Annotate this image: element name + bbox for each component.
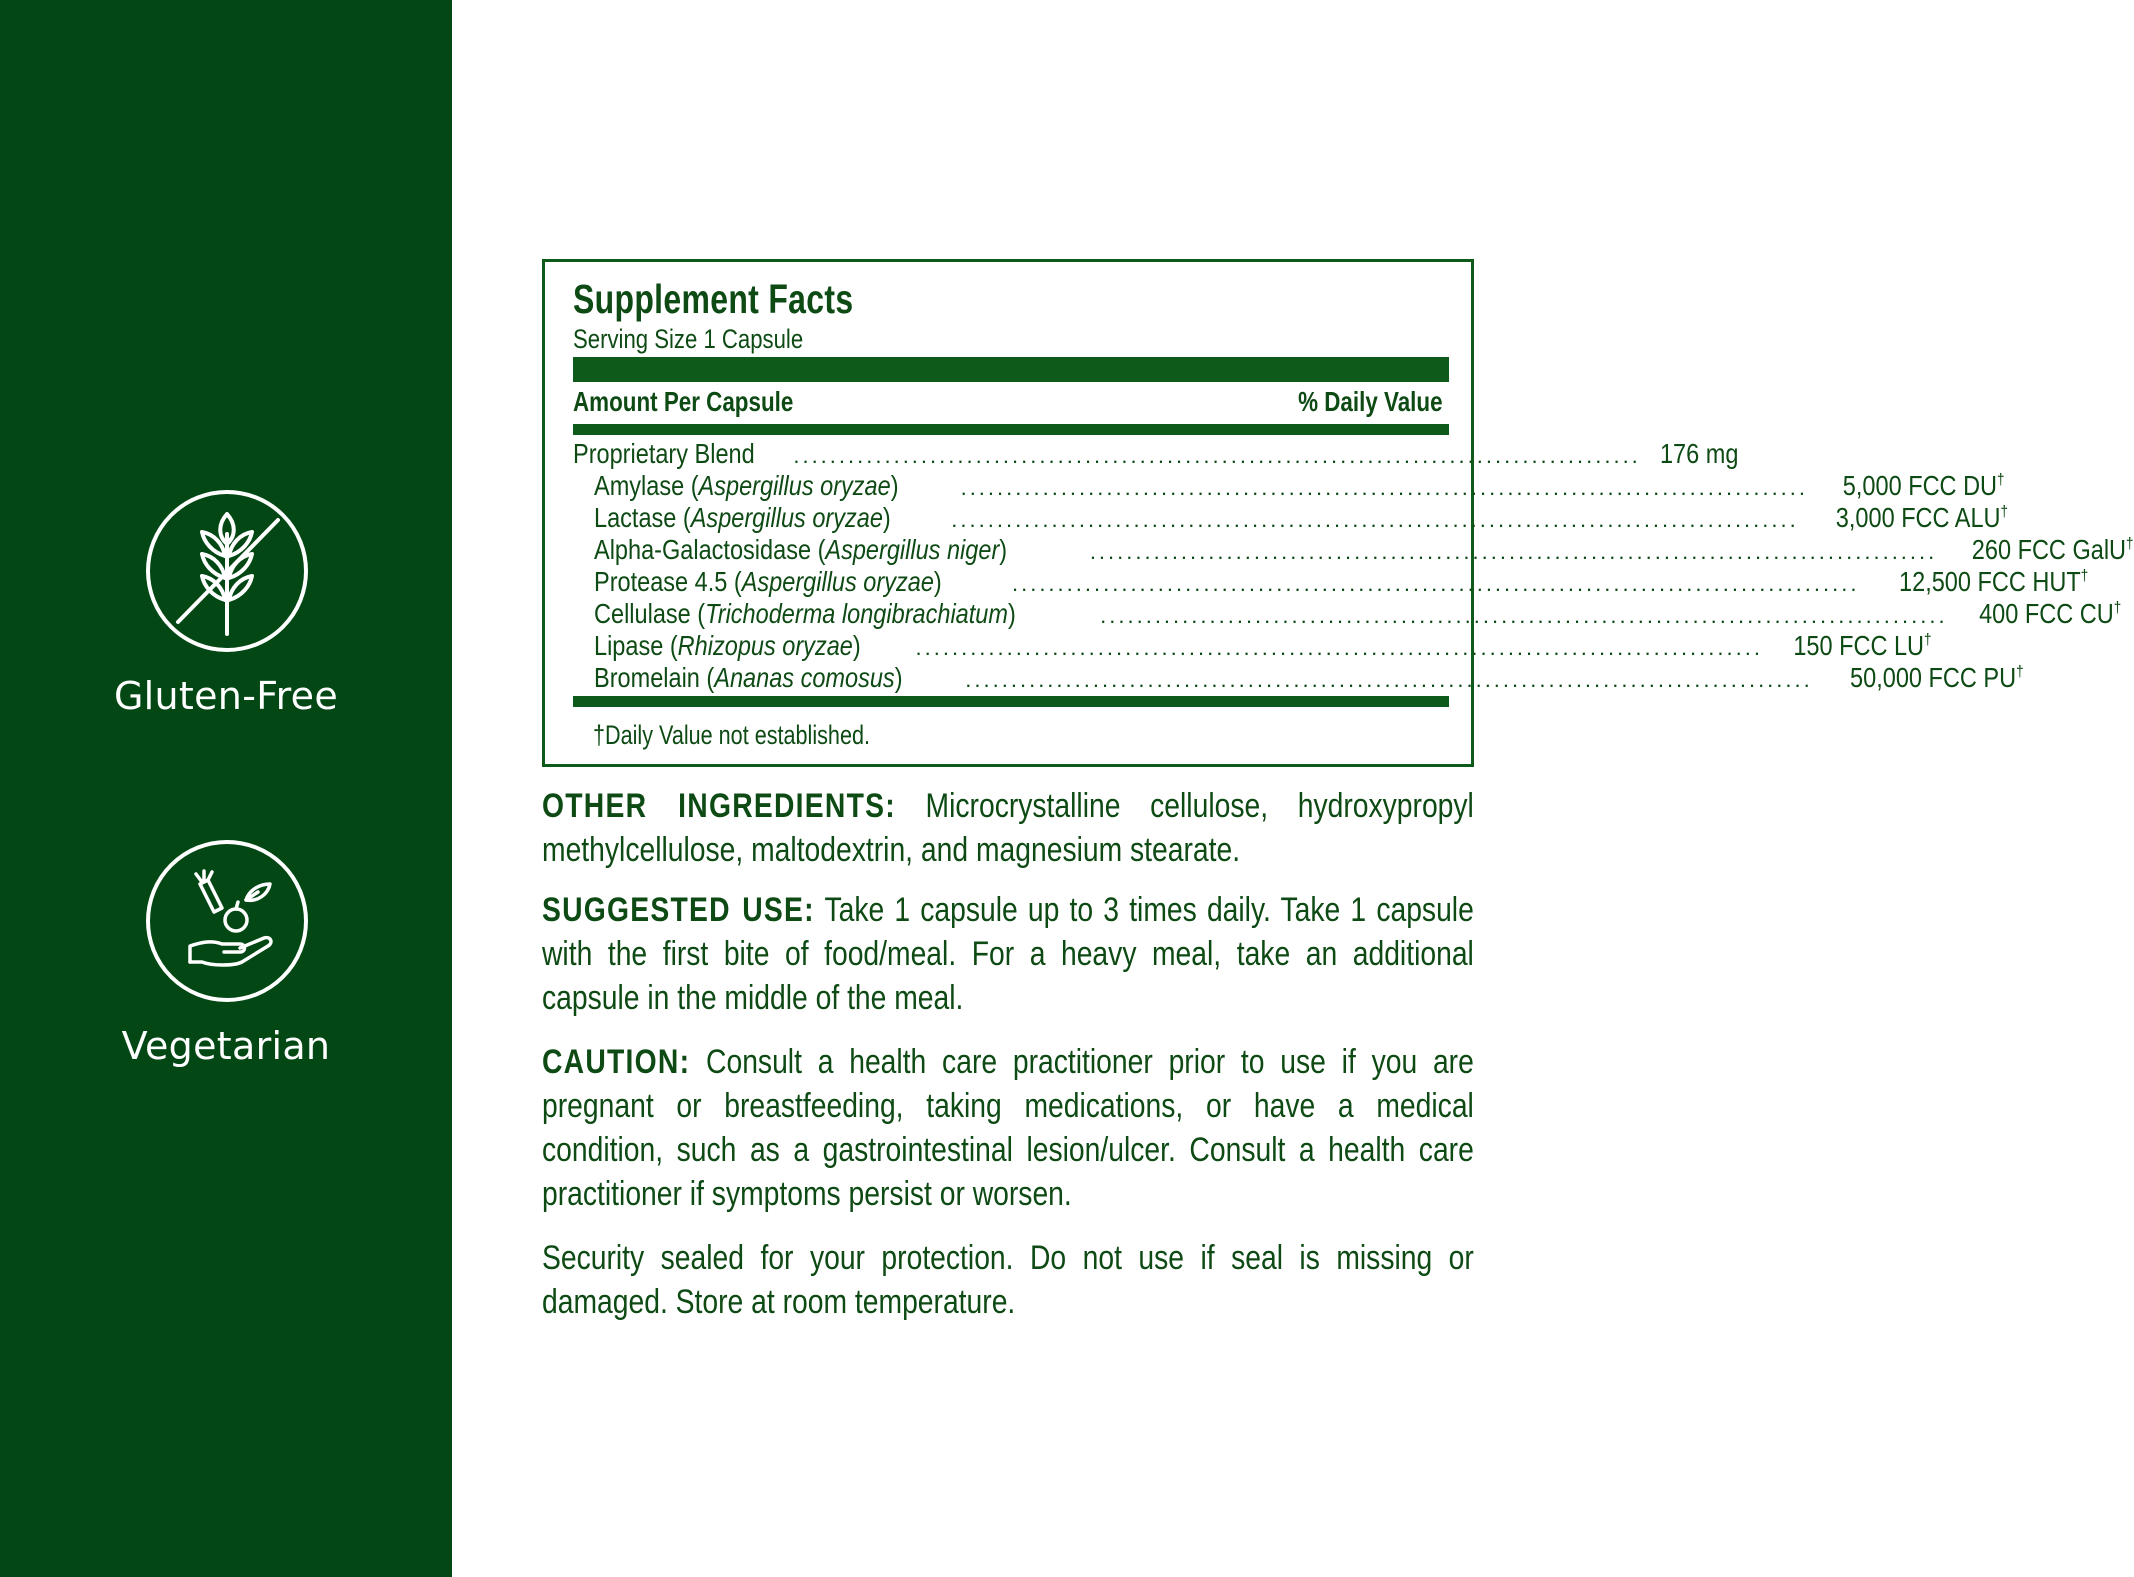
ingredient-amount: 150 FCC LU — [1793, 630, 1925, 661]
ingredient-row: Amylase (Aspergillus oryzae) ............................................................................................. 5,000 FCC DU† — [594, 470, 2005, 501]
ingredient-amount: 176 mg — [1659, 438, 1739, 469]
daily-value-header: % Daily Value — [1298, 386, 1443, 417]
ingredient-amount: 400 FCC CU — [1978, 598, 2114, 629]
supplement-facts-title: Supplement Facts — [573, 276, 854, 322]
sidebar — [0, 0, 452, 1577]
ingredient-amount: 260 FCC GalU — [1972, 534, 2127, 565]
suggested-use-label: SUGGESTED USE: — [542, 891, 815, 929]
ingredient-amount: 12,500 FCC HUT — [1899, 566, 2082, 597]
suggested-use-text: Take 1 capsule up to 3 times daily. Take 1 capsule with the first bite of food/meal. For a heavy meal, take an additional capsule in the middle of the meal. — [542, 891, 1474, 1017]
caution-label: CAUTION: — [542, 1043, 691, 1081]
vegetarian-label: Vegetarian — [121, 1024, 331, 1068]
security-section — [542, 1236, 1474, 1324]
divider-thick — [573, 357, 1449, 382]
ingredient-amount: 50,000 FCC PU — [1849, 662, 2016, 693]
ingredient-row: Lipase (Rhizopus oryzae) ............................................................................................. 150 FCC LU† — [594, 630, 1932, 661]
other-ingredients-label: OTHER INGREDIENTS: — [542, 787, 896, 825]
no-wheat-icon — [146, 490, 308, 652]
ingredient-row: Protease 4.5 (Aspergillus oryzae) ............................................................................................. 12,500 FCC HUT† — [594, 566, 2089, 597]
gluten-free-label: Gluten-Free — [113, 674, 339, 718]
amount-per-capsule-header: Amount Per Capsule — [573, 386, 794, 417]
other-ingredients-text: Microcrystalline cellulose, hydroxypropyl methylcellulose, maltodextrin, and magnesium stearate. — [542, 787, 1474, 869]
caution-text: Consult a health care practitioner prior to use if you are pregnant or breastfeeding, taking medications, or have a medical condition, such as a gastrointestinal lesion/ulcer. Consult a health care practitioner if symptoms persist or worsen. — [542, 1043, 1474, 1213]
caution-section — [542, 1040, 1474, 1216]
supplement-facts-panel — [542, 259, 2134, 767]
suggested-use-section — [542, 888, 1474, 1020]
ingredient-amount: 3,000 FCC ALU — [1835, 502, 2001, 533]
daily-value-footnote: †Daily Value not established. — [593, 720, 870, 750]
ingredient-rows — [573, 438, 2134, 694]
divider-bottom — [573, 696, 1449, 707]
other-ingredients-section — [542, 784, 1474, 872]
ingredient-row: Cellulase (Trichoderma longibrachiatum) ............................................................................................. 400 FCC CU† — [594, 598, 2121, 629]
ingredient-row: Proprietary Blend ............................................................................................. 176 mg — [573, 438, 1739, 469]
hand-vegetables-icon — [146, 840, 308, 1002]
ingredient-row: Bromelain (Ananas comosus) ............................................................................................. 50,000 FCC PU† — [594, 662, 2024, 693]
ingredient-amount: 5,000 FCC DU — [1842, 470, 1998, 501]
ingredient-row: Lactase (Aspergillus oryzae) ............................................................................................. 3,000 FCC ALU† — [594, 502, 2008, 533]
serving-size: Serving Size 1 Capsule — [573, 324, 804, 354]
divider-medium — [573, 424, 1449, 435]
security-text: Security sealed for your protection. Do not use if seal is missing or damaged. Store at room temperature. — [542, 1239, 1474, 1321]
ingredient-row: Alpha-Galactosidase (Aspergillus niger) ............................................................................................. 260 FCC GalU† — [594, 534, 2134, 565]
